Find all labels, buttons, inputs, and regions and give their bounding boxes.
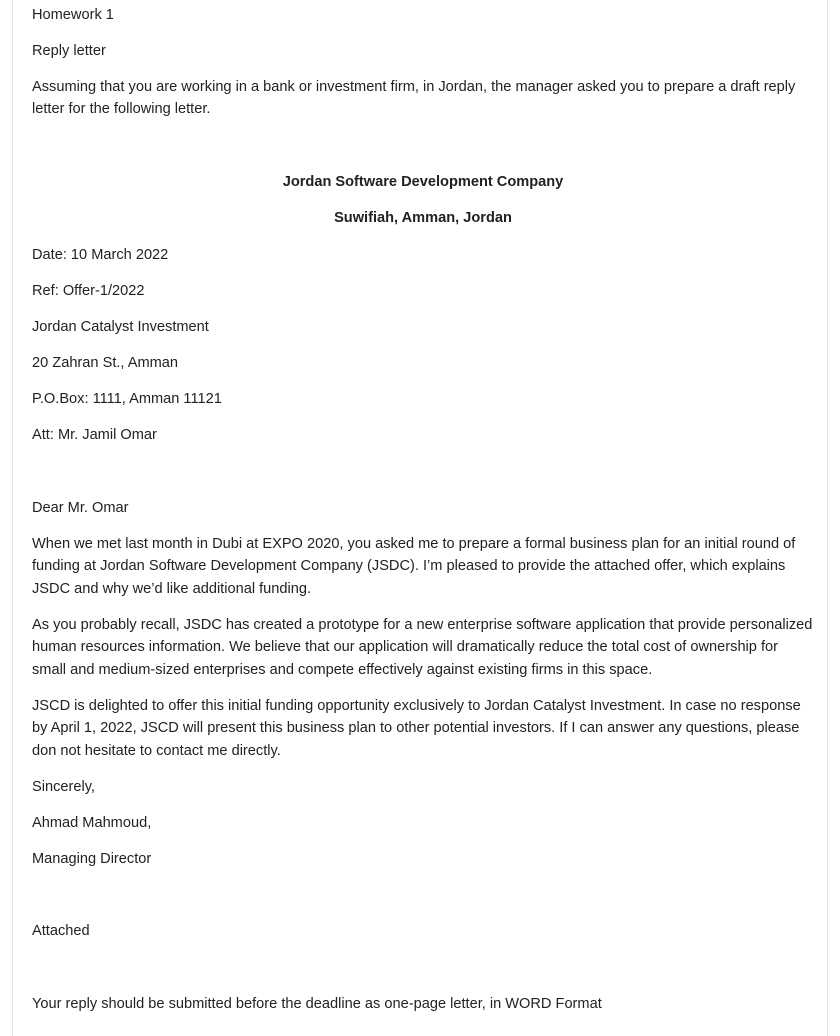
letter-date: Date: 10 March 2022 xyxy=(32,247,169,263)
signer-name: Ahmad Mahmoud, xyxy=(32,815,152,831)
company-name: Jordan Software Development Company xyxy=(282,174,564,190)
attention-line: Att: Mr. Jamil Omar xyxy=(32,427,157,443)
submission-note: Your reply should be submitted before the deadline as one-page letter, in WORD Format xyxy=(32,996,602,1012)
recipient-pobox: P.O.Box: 1111, Amman 11121 xyxy=(32,391,222,407)
salutation: Dear Mr. Omar xyxy=(32,500,129,516)
signer-title: Managing Director xyxy=(32,851,152,867)
letter-paragraph-2: As you probably recall, JSDC has created a prototype for a new enterprise software application that provide personalized human resources information. We believe that our application will dramatically reduce the total cost of ownership for small and medium-sized enterprises and compete effectively against existing firms in this space. xyxy=(32,617,813,678)
closing: Sincerely, xyxy=(32,779,95,795)
assignment-type: Reply letter xyxy=(32,43,106,59)
company-address: Suwifiah, Amman, Jordan xyxy=(334,210,512,226)
homework-title: Homework 1 xyxy=(32,7,114,23)
recipient-name: Jordan Catalyst Investment xyxy=(32,319,209,335)
letter-paragraph-1: When we met last month in Dubi at EXPO 2020, you asked me to prepare a formal business plan for an initial round of funding at Jordan Software Development Company (JSDC). I’m pleased to provide the attached offer, which explains JSDC and why we’d like additional funding. xyxy=(32,536,796,597)
letter-ref: Ref: Offer-1/2022 xyxy=(32,283,145,299)
enclosure-note: Attached xyxy=(32,923,90,939)
document-page xyxy=(12,0,828,1036)
instructions-paragraph: Assuming that you are working in a bank or investment firm, in Jordan, the manager asked you to prepare a draft reply letter for the following letter. xyxy=(32,79,796,118)
letter-paragraph-3: JSCD is delighted to offer this initial funding opportunity exclusively to Jordan Catalyst Investment. In case no response by April 1, 2022, JSCD will present this business plan to other potential investors. If I can answer any questions, please don not hesitate to contact me directly. xyxy=(32,698,801,759)
recipient-street: 20 Zahran St., Amman xyxy=(32,355,179,371)
